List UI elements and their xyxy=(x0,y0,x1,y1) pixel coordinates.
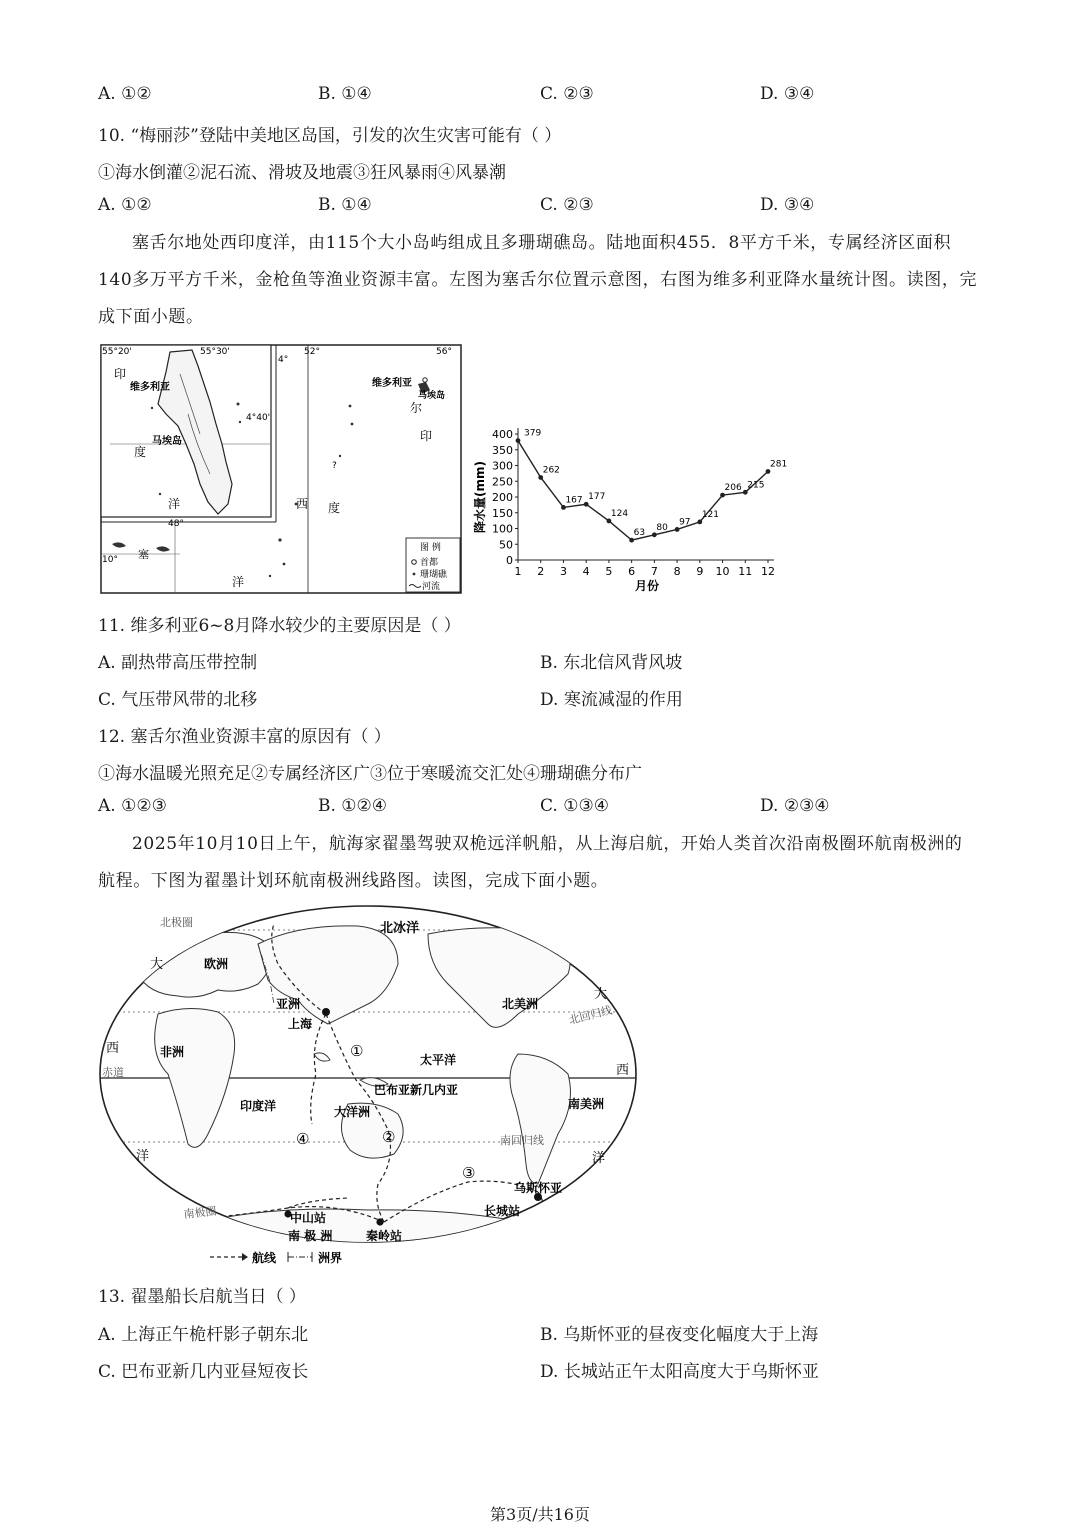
passage-seychelles: 塞舌尔地处西印度洋，由115个大小岛屿组成且多珊瑚礁岛。陆地面积455．8平方千米，专属经济区面积140多万平方千米，金枪鱼等渔业资源丰富。左图为塞舌尔位置示意图，右图为维多利亚降水量统计图。读图，完成下面小题。 xyxy=(98,233,978,327)
label-yin2: 印 xyxy=(420,429,433,443)
data-label: 80 xyxy=(656,522,668,533)
q12-option-c: C. ①③④ xyxy=(540,796,609,816)
label-north-america: 北美洲 xyxy=(502,997,539,1011)
label-victoria-inset: 维多利亚 xyxy=(130,382,170,393)
label-shanghai: 上海 xyxy=(288,1017,313,1031)
label-yang-left: 洋 xyxy=(136,1149,150,1164)
q9-option-c: C. ②③ xyxy=(540,84,594,104)
legend-title: 图 例 xyxy=(420,543,441,553)
data-point xyxy=(743,490,748,495)
label-zhongshan-station: 中山站 xyxy=(290,1211,327,1225)
q13-option-b: B. 乌斯怀亚的昼夜变化幅度大于上海 xyxy=(540,1325,819,1345)
q11-stem: 11. 维多利亚6~8月降水较少的主要原因是（ ） xyxy=(98,616,461,636)
x-axis-label: 月份 xyxy=(634,579,660,593)
data-point xyxy=(607,519,612,524)
coord-55-30: 55°30' xyxy=(200,347,230,357)
label-arctic-circle: 北极圈 xyxy=(160,916,193,929)
q12-items: ①海水温暖光照充足②专属经济区广③位于寒暖流交汇处④珊瑚礁分布广 xyxy=(98,764,642,784)
label-ushuaia: 乌斯怀亚 xyxy=(514,1181,563,1195)
x-tick-label: 6 xyxy=(628,565,636,578)
data-point xyxy=(561,505,566,510)
data-point xyxy=(516,438,521,443)
page-footer: 第3页/共16页 xyxy=(490,1505,590,1524)
label-yin: 印 xyxy=(114,367,127,381)
legend-boundary: 洲界 xyxy=(318,1251,343,1265)
y-tick-label: 0 xyxy=(506,554,513,567)
data-point xyxy=(697,519,702,524)
data-point xyxy=(652,532,657,537)
q9-option-d: D. ③④ xyxy=(760,84,815,104)
y-tick-label: 350 xyxy=(492,443,513,457)
label-great-wall-station: 长城站 xyxy=(484,1204,521,1218)
passage-voyage: 2025年10月10日上午，航海家翟墨驾驶双桅远洋帆船，从上海启航，开始人类首次沿南极圈环航南极洲的航程。下图为翟墨计划环航南极洲线路图。读图，完成下面小题。 xyxy=(98,834,963,891)
coord-56: 56° xyxy=(436,347,452,357)
q13-option-c: C. 巴布亚新几内亚昼短夜长 xyxy=(98,1362,309,1382)
y-tick-label: 150 xyxy=(492,506,513,520)
y-tick-label: 100 xyxy=(492,522,513,536)
q10-option-c: C. ②③ xyxy=(540,195,594,215)
seychelles-map xyxy=(100,344,462,594)
q12-option-a: A. ①②③ xyxy=(98,796,167,816)
label-tropic-cancer: 北回归线 xyxy=(567,1003,614,1027)
data-label: 177 xyxy=(588,492,606,503)
label-route-4: ④ xyxy=(296,1130,310,1148)
label-du: 度 xyxy=(134,445,147,459)
label-xi-right: 西 xyxy=(616,1063,630,1078)
x-tick-label: 2 xyxy=(537,565,545,578)
label-south-america: 南美洲 xyxy=(568,1097,605,1111)
data-point xyxy=(766,469,771,474)
q11-option-a: A. 副热带高压带控制 xyxy=(98,653,258,673)
q9-option-a: A. ①② xyxy=(98,84,152,104)
label-png: 巴布亚新几内亚 xyxy=(374,1083,459,1097)
data-label: 121 xyxy=(701,509,720,520)
q10-stem: 10. “梅丽莎”登陆中美地区岛国，引发的次生灾害可能有（ ） xyxy=(98,126,562,146)
data-label: 97 xyxy=(679,517,691,528)
y-tick-label: 50 xyxy=(499,538,513,552)
label-er: 尔 xyxy=(410,401,423,415)
q12-option-d: D. ②③④ xyxy=(760,796,830,816)
label-mahe-inset: 马埃岛 xyxy=(152,436,182,447)
q11-option-b: B. 东北信风背风坡 xyxy=(540,653,683,673)
label-oceania: 大洋洲 xyxy=(334,1105,371,1119)
x-tick-label: 1 xyxy=(514,565,522,578)
label-yang: 洋 xyxy=(168,497,181,511)
label-pacific: 太平洋 xyxy=(420,1053,457,1067)
legend-route: 航线 xyxy=(252,1251,277,1265)
label-xi-left: 西 xyxy=(106,1041,120,1056)
x-tick-label: 3 xyxy=(559,565,567,578)
q13-option-a: A. 上海正午桅杆影子朝东北 xyxy=(98,1325,309,1345)
coord-55-20: 55°20' xyxy=(102,347,132,357)
label-europe: 欧洲 xyxy=(204,957,229,971)
label-q: ? xyxy=(332,461,337,471)
coord-4-40: 4°40' xyxy=(246,413,271,423)
q11-option-c: C. 气压带风带的北移 xyxy=(98,690,258,710)
label-mahe-main: 马埃岛 xyxy=(418,391,446,401)
x-tick-label: 4 xyxy=(582,565,590,578)
legend-coral: 珊瑚礁 xyxy=(420,570,448,580)
label-sai: 塞 xyxy=(138,548,149,561)
x-tick-label: 11 xyxy=(738,565,753,578)
label-yang2: 洋 xyxy=(232,575,245,589)
q11-option-d: D. 寒流减湿的作用 xyxy=(540,690,683,710)
y-tick-label: 200 xyxy=(492,491,513,504)
label-route-1: ① xyxy=(350,1042,364,1060)
q10-items: ①海水倒灌②泥石流、滑坡及地震③狂风暴雨④风暴潮 xyxy=(98,163,506,183)
label-yang-right: 洋 xyxy=(592,1151,606,1166)
label-da-left: 大 xyxy=(150,957,164,972)
q13-option-d: D. 长城站正午太阳高度大于乌斯怀亚 xyxy=(540,1362,819,1382)
label-da-right: 大 xyxy=(594,987,608,1002)
coord-10: 10° xyxy=(102,555,118,565)
x-tick-label: 12 xyxy=(761,565,775,578)
precipitation-chart xyxy=(470,422,790,594)
q12-option-b: B. ①②④ xyxy=(318,796,388,816)
x-tick-label: 5 xyxy=(605,565,613,578)
data-label: 281 xyxy=(770,459,788,470)
data-label: 63 xyxy=(633,528,646,539)
label-africa: 非洲 xyxy=(160,1045,185,1059)
data-point xyxy=(720,493,725,498)
label-qinling-station: 秦岭站 xyxy=(366,1229,403,1243)
data-point xyxy=(629,538,634,543)
q10-option-b: B. ①④ xyxy=(318,195,372,215)
legend-river: 河流 xyxy=(422,582,441,592)
label-asia: 亚洲 xyxy=(276,997,301,1011)
legend-capital: 首都 xyxy=(420,558,439,568)
data-label: 262 xyxy=(542,465,560,476)
label-indian-ocean: 印度洋 xyxy=(240,1099,277,1113)
data-label: 379 xyxy=(524,428,542,439)
q12-stem: 12. 塞舌尔渔业资源丰富的原因有（ ） xyxy=(98,727,391,747)
coord-4: 4° xyxy=(278,355,289,365)
data-label: 206 xyxy=(724,483,742,494)
x-tick-label: 10 xyxy=(715,565,730,578)
y-tick-label: 300 xyxy=(492,459,513,473)
y-axis-label: 降水量(mm) xyxy=(473,461,487,533)
q10-option-d: D. ③④ xyxy=(760,195,815,215)
data-label: 167 xyxy=(565,495,583,506)
label-arctic-ocean: 北冰洋 xyxy=(380,921,420,936)
x-tick-label: 8 xyxy=(673,565,681,578)
label-route-2: ② xyxy=(382,1128,396,1146)
world-route-map xyxy=(98,904,638,1272)
data-point xyxy=(538,475,543,480)
y-tick-label: 400 xyxy=(492,428,513,441)
label-du2: 度 xyxy=(328,501,341,515)
data-point xyxy=(584,502,589,507)
coord-48: 48° xyxy=(168,519,184,529)
x-tick-label: 7 xyxy=(650,565,658,578)
q13-stem: 13. 翟墨船长启航当日（ ） xyxy=(98,1287,306,1307)
label-antarctica: 南 极 洲 xyxy=(288,1229,333,1243)
data-label: 215 xyxy=(747,480,765,491)
label-antarctic-circle: 南极圈 xyxy=(182,1204,218,1221)
y-tick-label: 250 xyxy=(492,475,513,489)
q9-option-b: B. ①④ xyxy=(318,84,372,104)
data-point xyxy=(675,527,680,532)
label-route-3: ③ xyxy=(462,1164,476,1182)
label-victoria-main: 维多利亚 xyxy=(372,378,412,389)
label-xi: 西 xyxy=(296,497,309,511)
label-tropic-capricorn: 南回归线 xyxy=(500,1134,544,1147)
label-equator: 赤道 xyxy=(102,1066,124,1079)
data-label: 124 xyxy=(610,508,629,519)
x-tick-label: 9 xyxy=(696,565,704,578)
coord-52: 52° xyxy=(304,347,320,357)
q10-option-a: A. ①② xyxy=(98,195,152,215)
